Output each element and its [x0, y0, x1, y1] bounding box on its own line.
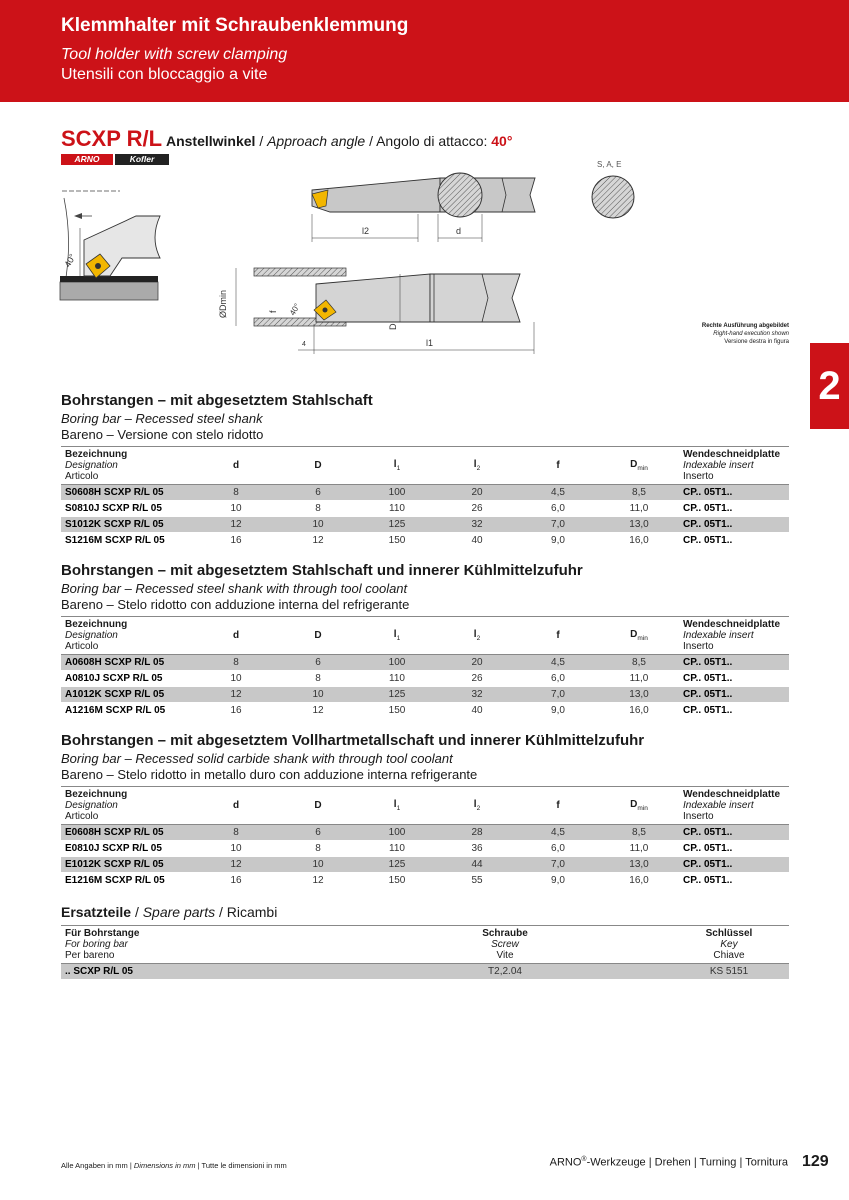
section-3-title-de: Bohrstangen – mit abgesetztem Vollhartmetallschaft und innerer Kühlmittelzufuhr — [61, 732, 645, 749]
cell-f: 7,0 — [517, 517, 599, 533]
cell-l1: 125 — [357, 517, 437, 533]
caption-it: Versione destra in figura — [724, 339, 789, 345]
col-l2: $l_2$ — [473, 459, 481, 472]
section-3-title — [61, 732, 789, 782]
cell-f: 6,0 — [517, 841, 599, 857]
cell-insert: CP.. 05T1.. — [679, 703, 789, 719]
cell-l2: 44 — [437, 857, 517, 873]
col-D: D — [314, 460, 322, 471]
section-2-title — [61, 562, 789, 612]
cell-designation: E1012K SCXP R/L 05 — [61, 857, 193, 873]
angle-label-it: Angolo di attacco: — [376, 133, 488, 149]
cell-f: 4,5 — [517, 485, 599, 501]
cell-l2: 32 — [437, 687, 517, 703]
cell-f: 7,0 — [517, 687, 599, 703]
section-label-text: S, A, E — [597, 160, 622, 169]
spare-screw-cell: T2,2.04 — [341, 964, 669, 980]
table-row — [61, 533, 789, 549]
spare-key-cell: KS 5151 — [669, 964, 789, 980]
footer-cat-en: Turning — [699, 1156, 737, 1169]
cell-dmin: 16,0 — [599, 533, 679, 549]
cell-designation: A0810J SCXP R/L 05 — [61, 671, 193, 687]
cell-D: 6 — [279, 655, 357, 671]
spare-title-en: Spare parts — [142, 904, 216, 920]
table-row — [61, 703, 789, 719]
cell-d: 10 — [193, 671, 279, 687]
section-1-title — [61, 392, 789, 442]
cell-dmin: 13,0 — [599, 687, 679, 703]
cell-l2: 26 — [437, 671, 517, 687]
cell-designation: A0608H SCXP R/L 05 — [61, 655, 193, 671]
table-row — [61, 873, 789, 889]
col-l2: $l_2$ — [473, 629, 481, 642]
col-designation: Bezeichnung Designation Articolo — [65, 789, 128, 822]
section-2-title-en: Boring bar – Recessed steel shank with through tool coolant — [61, 581, 408, 596]
dim-4-label: 4 — [302, 341, 306, 348]
cell-insert: CP.. 05T1.. — [679, 857, 789, 873]
table-row — [61, 671, 789, 687]
table-row — [61, 857, 789, 873]
cell-d: 8 — [193, 825, 279, 841]
col-insert: Wendeschneidplatte Indexable insert Inserto — [683, 789, 781, 822]
cell-d: 8 — [193, 655, 279, 671]
col-f: f — [556, 460, 560, 471]
chapter-tab[interactable]: 2 — [810, 343, 849, 429]
cell-d: 12 — [193, 857, 279, 873]
cell-D: 12 — [279, 703, 357, 719]
cell-insert: CP.. 05T1.. — [679, 671, 789, 687]
cell-d: 16 — [193, 533, 279, 549]
cell-l2: 28 — [437, 825, 517, 841]
dim-d-label: d — [456, 226, 462, 236]
cell-l1: 100 — [357, 825, 437, 841]
cell-designation: S1216M SCXP R/L 05 — [61, 533, 193, 549]
cell-l1: 110 — [357, 671, 437, 687]
cell-insert: CP.. 05T1.. — [679, 485, 789, 501]
cell-insert: CP.. 05T1.. — [679, 825, 789, 841]
cell-dmin: 16,0 — [599, 703, 679, 719]
col-l1: $l_1$ — [393, 459, 401, 472]
col-l2: $l_2$ — [473, 799, 481, 812]
dim-dmin-label: ØDmin — [218, 289, 228, 318]
caption-en: Right-hand execution shown — [713, 331, 789, 337]
cell-f: 7,0 — [517, 857, 599, 873]
cell-d: 10 — [193, 501, 279, 517]
bottom-angle-label: 40° — [287, 302, 302, 317]
dim-D-label: D — [388, 323, 398, 330]
technical-drawing — [40, 158, 560, 363]
cell-designation: S0810J SCXP R/L 05 — [61, 501, 193, 517]
detail-angle-label: 40° — [62, 252, 78, 269]
cell-d: 12 — [193, 687, 279, 703]
section-1-title-it: Bareno – Versione con stelo ridotto — [61, 427, 264, 442]
cell-insert: CP.. 05T1.. — [679, 687, 789, 703]
drawing-caption — [702, 322, 789, 346]
cross-section-circle — [590, 174, 636, 220]
cell-insert: CP.. 05T1.. — [679, 655, 789, 671]
cell-D: 8 — [279, 671, 357, 687]
footer-cat-it: Tornitura — [745, 1156, 788, 1169]
angle-value: 40° — [491, 133, 513, 149]
cell-insert: CP.. 05T1.. — [679, 873, 789, 889]
cell-l1: 100 — [357, 655, 437, 671]
cell-dmin: 8,5 — [599, 655, 679, 671]
cell-designation: E0608H SCXP R/L 05 — [61, 825, 193, 841]
section-3-table — [61, 786, 789, 889]
cell-l2: 40 — [437, 703, 517, 719]
footer-brand-rest: -Werkzeuge — [586, 1156, 646, 1169]
col-dmin: $D_{min}$ — [630, 629, 648, 642]
cell-insert: CP.. 05T1.. — [679, 533, 789, 549]
product-code: SCXP R/L — [61, 126, 163, 151]
cell-D: 10 — [279, 857, 357, 873]
spare-col-key: Schlüssel Key Chiave — [705, 928, 753, 961]
table-row — [61, 655, 789, 671]
cell-D: 8 — [279, 501, 357, 517]
cell-dmin: 16,0 — [599, 873, 679, 889]
section-3-title-en: Boring bar – Recessed solid carbide shank with through tool coolant — [61, 751, 453, 766]
separator: | — [197, 1161, 200, 1170]
cell-l1: 125 — [357, 687, 437, 703]
col-l1: $l_1$ — [393, 629, 401, 642]
separator: / — [218, 904, 223, 920]
cell-f: 6,0 — [517, 501, 599, 517]
cell-d: 16 — [193, 873, 279, 889]
angle-label-en: Approach angle — [267, 133, 366, 149]
cell-l2: 26 — [437, 501, 517, 517]
cell-designation: S0608H SCXP R/L 05 — [61, 485, 193, 501]
col-f: f — [556, 630, 560, 641]
col-l1: $l_1$ — [393, 799, 401, 812]
cell-designation: E0810J SCXP R/L 05 — [61, 841, 193, 857]
footer-note-it: Tutte le dimensioni in mm — [201, 1161, 287, 1170]
spare-col-screw: Schraube Screw Vite — [482, 928, 528, 961]
cell-f: 4,5 — [517, 655, 599, 671]
header-title-it: Utensili con bloccaggio a vite — [61, 66, 268, 83]
cell-f: 9,0 — [517, 873, 599, 889]
table-row — [61, 517, 789, 533]
cell-dmin: 11,0 — [599, 671, 679, 687]
footer-catalog — [550, 1156, 788, 1169]
page-header — [0, 0, 849, 102]
caption-de: Rechte Ausführung abgebildet — [701, 323, 789, 329]
side-view — [312, 173, 535, 242]
section-2-title-de: Bohrstangen – mit abgesetztem Stahlschaft und innerer Kühlmittelzufuhr — [61, 562, 583, 579]
cell-l2: 20 — [437, 485, 517, 501]
cell-d: 10 — [193, 841, 279, 857]
col-insert: Wendeschneidplatte Indexable insert Inserto — [683, 619, 781, 652]
cell-f: 6,0 — [517, 671, 599, 687]
table-row — [61, 485, 789, 501]
cell-designation: A1012K SCXP R/L 05 — [61, 687, 193, 703]
arno-logo: ARNO — [61, 154, 113, 165]
cell-designation: A1216M SCXP R/L 05 — [61, 703, 193, 719]
col-d: d — [232, 800, 240, 811]
spare-title-de: Ersatzteile — [61, 904, 132, 920]
cell-D: 12 — [279, 533, 357, 549]
cell-f: 9,0 — [517, 533, 599, 549]
cell-l1: 110 — [357, 501, 437, 517]
product-title — [61, 126, 512, 152]
table-row — [61, 964, 789, 980]
separator: / — [134, 904, 139, 920]
separator: / — [259, 133, 264, 149]
cell-D: 10 — [279, 687, 357, 703]
footer-cat-de: Drehen — [654, 1156, 691, 1169]
separator: | — [693, 1156, 697, 1169]
cell-insert: CP.. 05T1.. — [679, 841, 789, 857]
cell-D: 6 — [279, 485, 357, 501]
table-row — [61, 687, 789, 703]
cell-l1: 150 — [357, 873, 437, 889]
cell-D: 8 — [279, 841, 357, 857]
separator: / — [369, 133, 373, 149]
cell-insert: CP.. 05T1.. — [679, 517, 789, 533]
cell-dmin: 13,0 — [599, 517, 679, 533]
cell-dmin: 11,0 — [599, 501, 679, 517]
separator: | — [129, 1161, 132, 1170]
table-row — [61, 841, 789, 857]
cell-l2: 55 — [437, 873, 517, 889]
section-1-title-en: Boring bar – Recessed steel shank — [61, 411, 263, 426]
spare-parts-title — [61, 904, 789, 920]
spare-parts-table — [61, 925, 789, 980]
spare-bar-cell: .. SCXP R/L 05 — [61, 964, 341, 980]
detail-view — [60, 191, 160, 300]
col-D: D — [314, 800, 322, 811]
section-3-title-it: Bareno – Stelo ridotto in metallo duro con adduzione interna refrigerante — [61, 767, 478, 782]
cell-D: 10 — [279, 517, 357, 533]
dim-l2-label: l2 — [362, 226, 370, 236]
dim-f-label: f — [268, 310, 278, 313]
col-f: f — [556, 800, 560, 811]
cell-l1: 110 — [357, 841, 437, 857]
footer-reg: ® — [581, 1156, 587, 1163]
cell-d: 16 — [193, 703, 279, 719]
cell-dmin: 8,5 — [599, 485, 679, 501]
spare-col-bar: Für Bohrstange For boring bar Per bareno — [65, 928, 140, 961]
cell-f: 4,5 — [517, 825, 599, 841]
cell-designation: E1216M SCXP R/L 05 — [61, 873, 193, 889]
cell-l2: 20 — [437, 655, 517, 671]
col-insert: Wendeschneidplatte Indexable insert Inserto — [683, 449, 781, 482]
footer-note — [61, 1161, 287, 1170]
cell-d: 12 — [193, 517, 279, 533]
section-2-title-it: Bareno – Stelo ridotto con adduzione interna del refrigerante — [61, 597, 410, 612]
separator: | — [648, 1156, 652, 1169]
col-d: d — [232, 460, 240, 471]
header-title-de: Klemmhalter mit Schraubenklemmung — [61, 15, 409, 36]
cell-D: 6 — [279, 825, 357, 841]
separator: | — [739, 1156, 743, 1169]
cell-designation: S1012K SCXP R/L 05 — [61, 517, 193, 533]
table-row — [61, 825, 789, 841]
cell-dmin: 8,5 — [599, 825, 679, 841]
dim-l1-label: l1 — [426, 338, 434, 348]
col-dmin: $D_{min}$ — [630, 459, 648, 472]
footer-note-de: Alle Angaben in mm — [61, 1161, 128, 1170]
section-1-title-de: Bohrstangen – mit abgesetztem Stahlschaft — [61, 392, 373, 409]
cell-l2: 40 — [437, 533, 517, 549]
footer-brand: ARNO — [549, 1156, 582, 1169]
cell-l1: 150 — [357, 533, 437, 549]
cell-l2: 32 — [437, 517, 517, 533]
col-D: D — [314, 630, 322, 641]
cell-dmin: 11,0 — [599, 841, 679, 857]
kofler-logo: Kofler — [115, 154, 169, 165]
page-number: 129 — [802, 1153, 829, 1170]
section-2-table — [61, 616, 789, 719]
header-title-en: Tool holder with screw clamping — [61, 46, 288, 63]
cell-l1: 125 — [357, 857, 437, 873]
cell-l2: 36 — [437, 841, 517, 857]
col-designation: Bezeichnung Designation Articolo — [65, 449, 128, 482]
col-d: d — [232, 630, 240, 641]
bottom-view — [218, 268, 534, 354]
cell-l1: 150 — [357, 703, 437, 719]
col-dmin: $D_{min}$ — [630, 799, 648, 812]
col-designation: Bezeichnung Designation Articolo — [65, 619, 128, 652]
cell-l1: 100 — [357, 485, 437, 501]
spare-title-it: Ricambi — [226, 904, 278, 920]
section-1-table — [61, 446, 789, 549]
cell-f: 9,0 — [517, 703, 599, 719]
cell-insert: CP.. 05T1.. — [679, 501, 789, 517]
cell-D: 12 — [279, 873, 357, 889]
cell-d: 8 — [193, 485, 279, 501]
cell-dmin: 13,0 — [599, 857, 679, 873]
table-row — [61, 501, 789, 517]
angle-label-de: Anstellwinkel — [165, 133, 256, 149]
footer-note-en: Dimensions in mm — [133, 1161, 196, 1170]
